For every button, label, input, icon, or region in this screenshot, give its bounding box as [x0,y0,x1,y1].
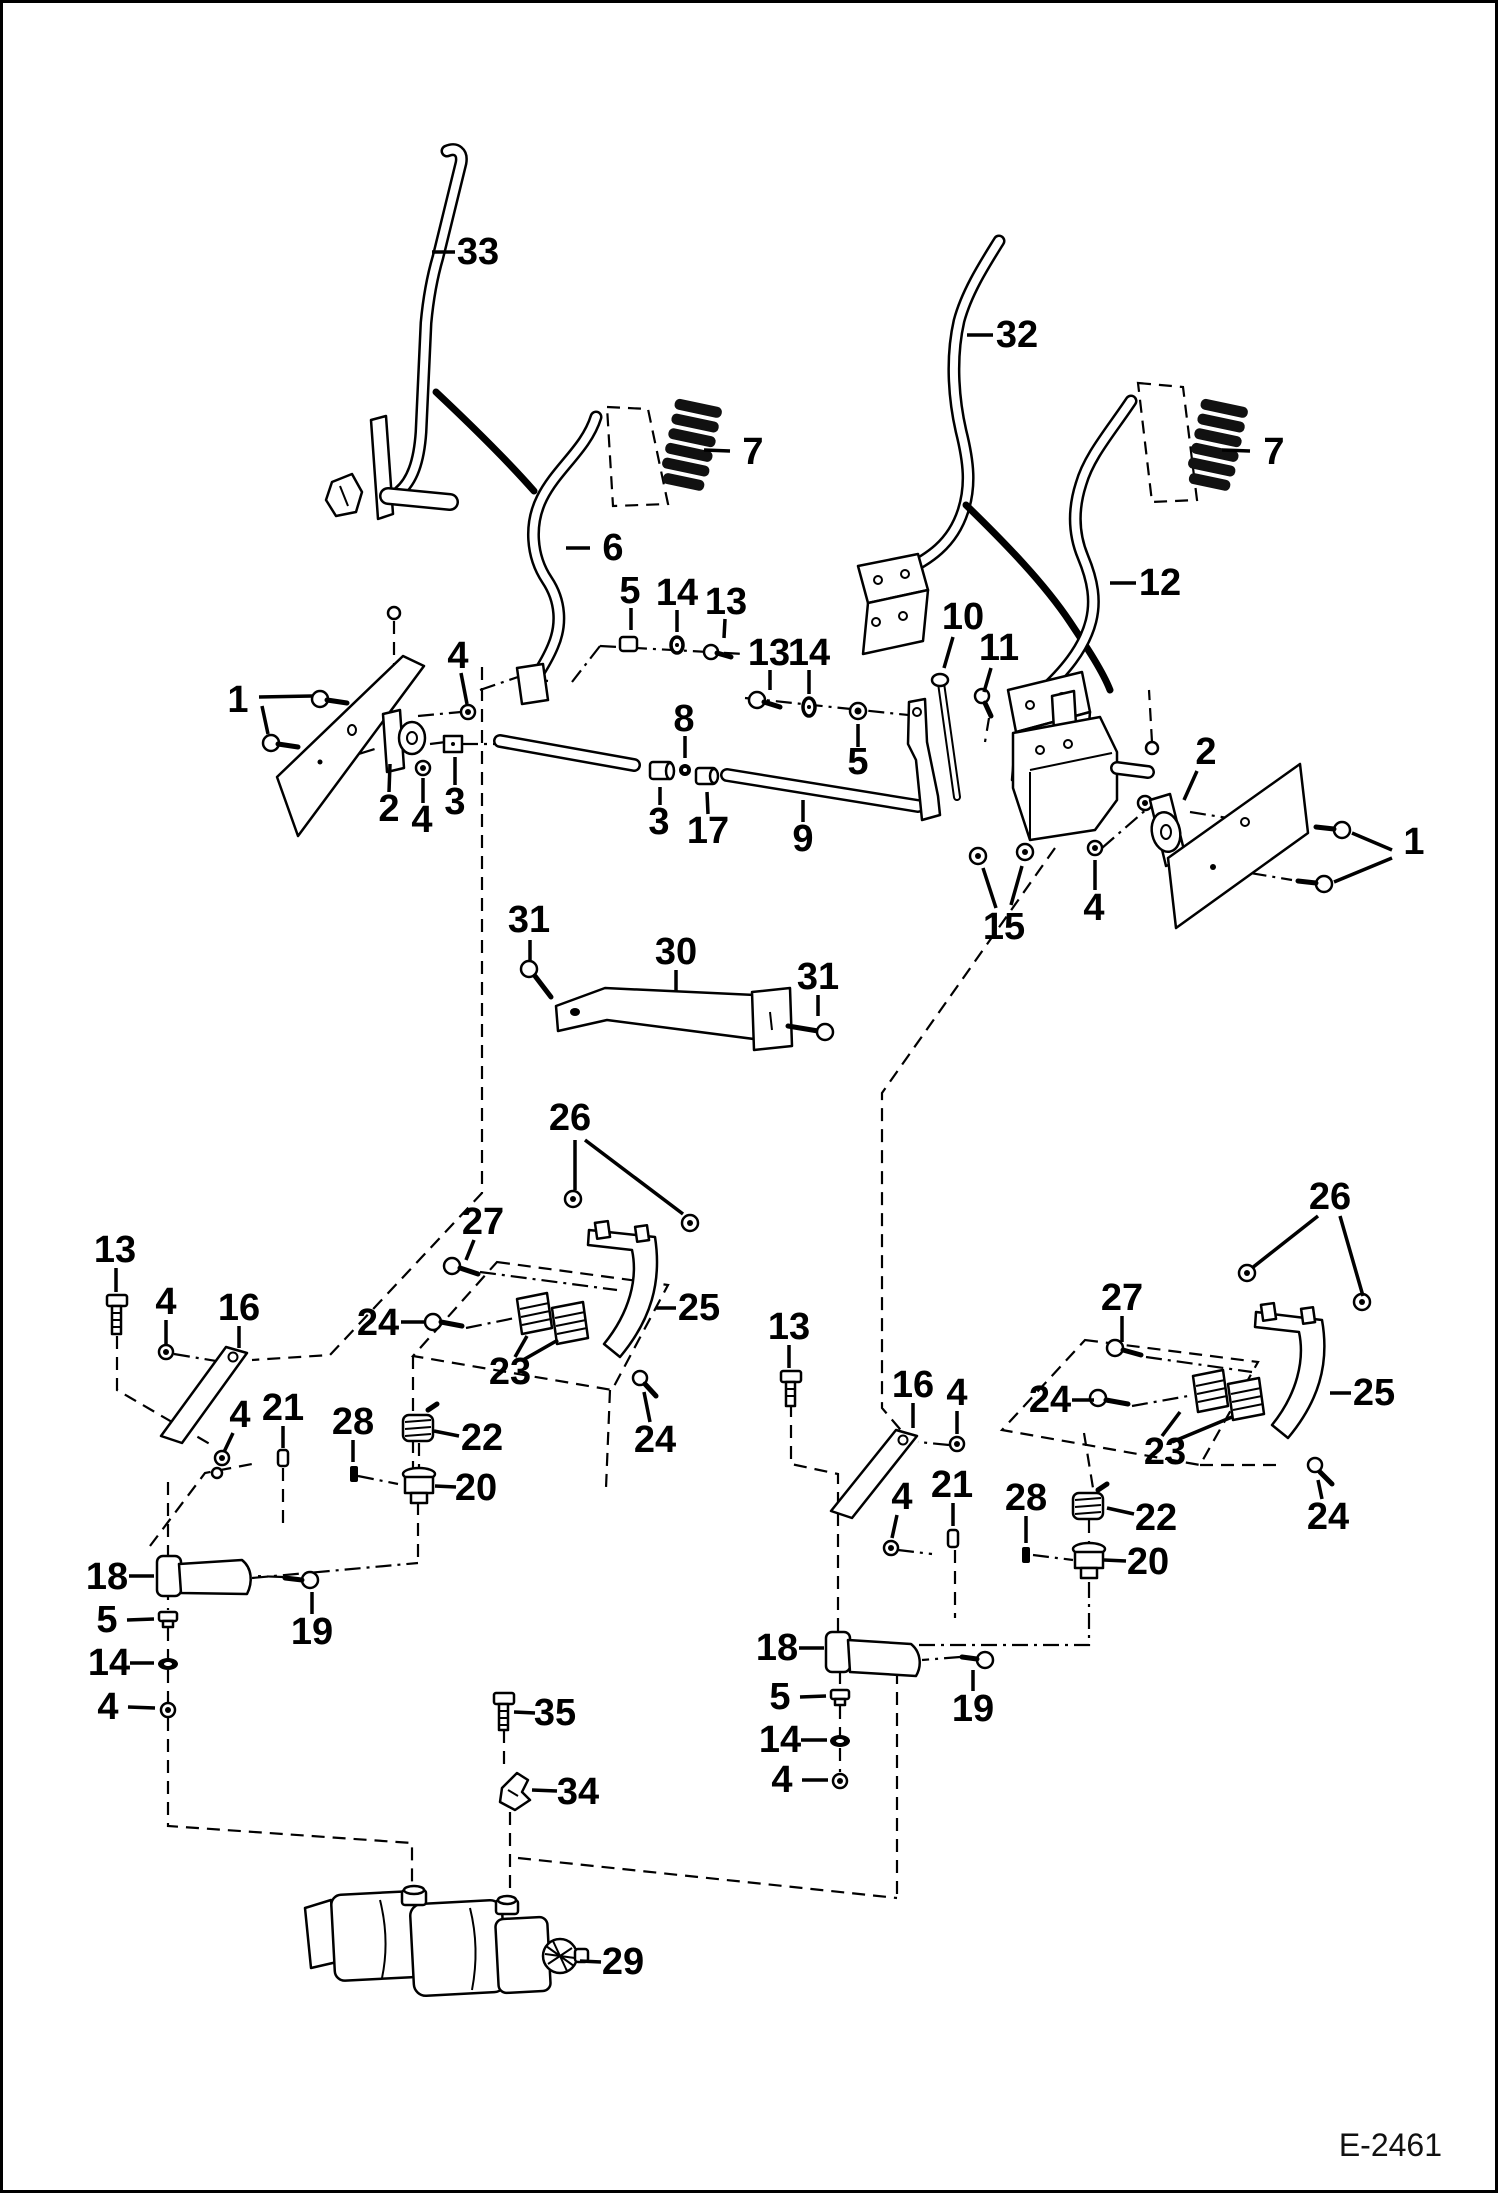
callout-label-16: 16 [891,1364,935,1406]
callout-leader [532,1790,557,1791]
callout-label-14: 14 [787,632,831,674]
callout-label-7: 7 [1263,431,1285,473]
callout-label-4: 4 [771,1759,793,1801]
callout-label-24: 24 [1306,1496,1350,1538]
mount-bolt-1a [312,691,347,707]
callout-label-2: 2 [1195,731,1217,773]
callout-label-18: 18 [755,1627,799,1669]
clamp-34 [500,1773,530,1810]
callout-leader [1252,1216,1318,1268]
pin-28-left [350,1466,358,1482]
nut-26d [1354,1294,1370,1310]
callout-leader [1107,1508,1134,1514]
callout-label-13: 13 [747,632,791,674]
page-border [2,2,1497,2192]
nut-4e [159,1345,173,1359]
grommet-22-left [403,1404,437,1441]
callout-label-22: 22 [460,1417,504,1459]
callout-label-11: 11 [978,627,1020,669]
callout-label-8: 8 [673,698,695,740]
callout-label-4: 4 [411,799,433,841]
callout-leader [1222,450,1250,451]
nut-4c [1088,841,1102,855]
callout-label-14: 14 [655,572,699,614]
pivot-pin-10 [932,674,957,797]
callout-leader [1011,866,1022,905]
callout-leader [128,1707,155,1708]
callout-label-28: 28 [1004,1477,1048,1519]
callout-leader [127,1619,154,1620]
mount-bolt-1d [1298,876,1332,892]
linkage-rod-33 [436,392,534,491]
callout-label-16: 16 [217,1287,261,1329]
spacer-21-left [278,1450,288,1466]
callout-label-25: 25 [1352,1372,1396,1414]
callout-leader [514,1712,535,1713]
nut-15a [970,848,986,864]
callout-leader [461,673,467,704]
callout-label-31: 31 [507,899,551,941]
callout-label-33: 33 [456,231,500,273]
bolt-19-right [962,1652,993,1668]
callout-label-25: 25 [677,1287,721,1329]
callout-label-12: 12 [1138,562,1182,604]
bolt-11 [975,689,991,742]
callout-label-5: 5 [769,1676,791,1718]
fastener-row-left [620,637,731,659]
callout-label-18: 18 [85,1556,129,1598]
callout-label-20: 20 [1126,1541,1170,1583]
callout-label-24: 24 [356,1302,400,1344]
figure-code: E-2461 [1338,2127,1442,2163]
callout-label-27: 27 [1100,1277,1144,1319]
callout-leader [1340,1216,1363,1296]
callout-label-28: 28 [331,1401,375,1443]
bolt-27-right [1107,1340,1141,1356]
callout-label-14: 14 [87,1642,131,1684]
callout-label-13: 13 [704,581,748,623]
callout-leader [466,1240,474,1260]
linkage-column-left [107,1295,318,1717]
callout-label-5: 5 [619,570,641,612]
bolt-24-right-a [1090,1390,1128,1406]
callout-leader [944,637,953,668]
callout-leader [580,1961,601,1962]
nut-4h [884,1541,898,1555]
bolt-31-right [788,1024,833,1040]
callout-label-14: 14 [758,1719,802,1761]
callout-leader [984,668,991,692]
callout-label-26: 26 [1308,1176,1352,1218]
washer-14a [671,637,683,653]
callout-label-24: 24 [1028,1379,1072,1421]
pump-fitting-a [402,1886,426,1905]
callout-label-32: 32 [995,314,1039,356]
callout-label-19: 19 [290,1611,334,1653]
callout-leader [644,1392,650,1422]
callout-leader [1334,858,1392,882]
bushing-5a [620,637,637,651]
fastener-row-center [749,692,866,719]
callout-label-4: 4 [946,1372,968,1414]
callout-label-21: 21 [930,1464,974,1506]
pivot-crank-18-right [826,1632,920,1676]
nut-4-top [388,607,400,619]
bushing-20-left [403,1468,435,1503]
bushing-17 [696,768,718,784]
hydrostatic-pump-29 [305,1886,588,1996]
callout-label-6: 6 [602,527,624,569]
pin-28-right [1022,1547,1030,1563]
steering-lever-33 [326,150,534,519]
washer-14b [803,698,815,716]
spring-7-right [1184,398,1249,492]
bolt-24-right-b [1308,1458,1332,1484]
callout-leader [259,696,312,697]
bolt-13b [749,692,780,708]
callout-label-30: 30 [654,931,698,973]
callout-label-4: 4 [447,635,469,677]
callout-label-4: 4 [97,1686,119,1728]
washer-14-left [158,1658,178,1670]
callout-label-26: 26 [548,1097,592,1139]
callout-label-19: 19 [951,1688,995,1730]
callout-label-10: 10 [941,596,985,638]
callout-leader [1352,833,1392,850]
bushing-20-right [1073,1543,1105,1578]
nut-top-right [1146,742,1158,754]
bolt-24-left-a [425,1314,462,1330]
callout-label-1: 1 [227,679,249,721]
grommet-22-right [1073,1484,1107,1519]
mount-bolt-1c [1316,822,1350,838]
nut-4g [950,1437,964,1451]
nut-26b [682,1215,698,1231]
callout-leader [1184,771,1197,800]
pump-shaft-gear [543,1939,588,1973]
callout-label-31: 31 [796,956,840,998]
callout-label-22: 22 [1134,1497,1178,1539]
clamp-halves-23-left [517,1293,588,1344]
bolt-31-left [521,961,551,997]
callout-label-21: 21 [261,1387,305,1429]
pivot-crank-18-left [157,1468,251,1596]
callout-label-35: 35 [533,1692,577,1734]
nut-5-left [159,1612,177,1627]
callout-label-1: 1 [1403,821,1425,863]
callout-leader [434,1431,459,1436]
callout-leader [983,868,996,908]
callout-leader [704,450,730,451]
callout-label-27: 27 [461,1201,505,1243]
spring-7-left [658,398,723,492]
callout-layer [86,231,1425,1983]
callout-label-34: 34 [556,1771,600,1813]
nut-5b [850,703,866,719]
callout-label-4: 4 [1083,887,1105,929]
bolt-13-left [107,1295,127,1334]
bolt-35 [494,1693,514,1730]
nut-4f [215,1451,229,1465]
nut-4-right-bottom [833,1774,847,1788]
callout-label-29: 29 [601,1941,645,1983]
callout-label-4: 4 [229,1394,251,1436]
callout-label-2: 2 [378,788,400,830]
callout-label-24: 24 [633,1419,677,1461]
callout-label-4: 4 [155,1281,177,1323]
callout-leader [892,1515,897,1538]
callout-label-5: 5 [847,741,869,783]
callout-label-13: 13 [93,1229,137,1271]
callout-label-23: 23 [1143,1431,1187,1473]
callout-leader [435,1486,456,1487]
spacer-21-right [948,1530,958,1547]
nut-4-left-bottom [161,1703,175,1717]
quadrant-plate-right [1168,764,1350,928]
callout-label-3: 3 [648,801,670,843]
pump-fitting-b [496,1896,518,1914]
callout-leader [800,1696,826,1697]
callout-label-3: 3 [444,781,466,823]
callout-leader [585,1140,683,1214]
bushing-3b [650,762,674,779]
callout-leader [1104,1560,1126,1561]
control-lever-6 [517,417,596,704]
center-pivot-bracket [970,691,1158,864]
callout-label-23: 23 [488,1351,532,1393]
cross-shaft-assembly [500,699,940,820]
callout-leader [262,706,268,734]
mount-bolt-1b [263,735,298,751]
bolt-27-left [444,1258,478,1274]
nut-26a [565,1191,581,1207]
callout-label-15: 15 [982,906,1026,948]
nut-15b [1017,844,1033,860]
nut-5-right [831,1690,849,1705]
bolt-13-right [781,1371,801,1406]
callout-label-20: 20 [454,1467,498,1509]
washer-14-right [830,1735,850,1747]
callout-label-4: 4 [891,1476,913,1518]
callout-label-9: 9 [792,818,814,860]
callout-label-5: 5 [96,1599,118,1641]
callout-label-7: 7 [742,431,764,473]
callout-label-17: 17 [686,810,730,852]
washer-8 [679,764,691,776]
callout-label-13: 13 [767,1306,811,1348]
